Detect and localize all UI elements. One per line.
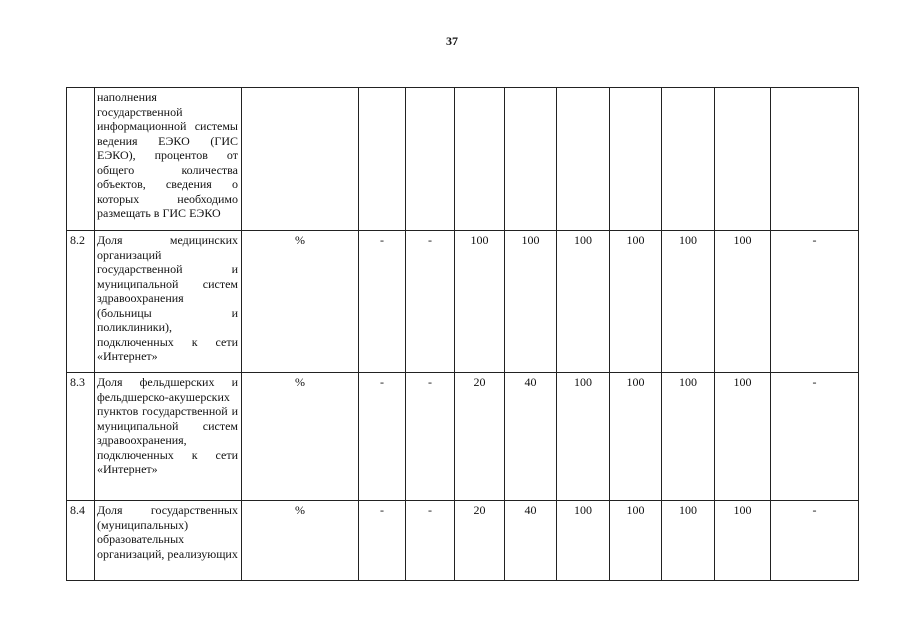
value-cell: 100 [715,231,771,373]
value-cell: 100 [557,231,610,373]
value-cell [505,88,557,231]
row-number [67,88,95,231]
indicator-description: наполнения государственной информационной системы ведения ЕЭКО (ГИС ЕЭКО), процентов от общего количества объектов, сведения о которых необходимо размещать в ГИС ЕЭКО [95,88,242,231]
value-cell [557,88,610,231]
value-cell: - [771,501,859,581]
value-cell: 100 [455,231,505,373]
indicator-description: Доля государственных (муниципальных) образовательных организаций, реализующих [95,501,242,581]
value-cell: 100 [557,373,610,501]
value-cell: 100 [715,373,771,501]
value-cell: 100 [610,373,662,501]
page-number: 37 [446,34,458,48]
value-cell: - [359,373,406,501]
value-cell [662,88,715,231]
value-cell: - [359,501,406,581]
unit-cell: % [242,231,359,373]
table-row [67,88,859,231]
value-cell: - [359,231,406,373]
value-cell: 40 [505,501,557,581]
value-cell [715,88,771,231]
row-number: 8.2 [67,231,95,373]
unit-cell: % [242,373,359,501]
unit-cell: % [242,501,359,581]
value-cell: 40 [505,373,557,501]
value-cell: 100 [610,231,662,373]
value-cell [610,88,662,231]
value-cell [455,88,505,231]
unit-cell [242,88,359,231]
table-row [67,501,859,581]
value-cell: 100 [662,373,715,501]
value-cell: 100 [715,501,771,581]
value-cell: 20 [455,373,505,501]
row-number: 8.4 [67,501,95,581]
indicator-description: Доля фельдшерских и фельдшерско-акушерских пунктов государственной и муниципальной систем здравоохранения, подключенных к сети «Интернет» [95,373,242,501]
indicator-description: Доля медицинских организаций государственной и муниципальной систем здравоохранения (больницы и поликлиники), подключенных к сети «Интернет» [95,231,242,373]
value-cell: - [406,373,455,501]
value-cell: - [406,231,455,373]
value-cell: 100 [662,501,715,581]
value-cell [359,88,406,231]
value-cell [771,88,859,231]
indicators-table [66,87,859,581]
row-number: 8.3 [67,373,95,501]
table-row [67,373,859,501]
value-cell: 100 [662,231,715,373]
value-cell: - [771,373,859,501]
value-cell: 100 [505,231,557,373]
value-cell: 100 [610,501,662,581]
value-cell: - [406,501,455,581]
table-row [67,231,859,373]
value-cell: 100 [557,501,610,581]
value-cell: 20 [455,501,505,581]
value-cell: - [771,231,859,373]
value-cell [406,88,455,231]
